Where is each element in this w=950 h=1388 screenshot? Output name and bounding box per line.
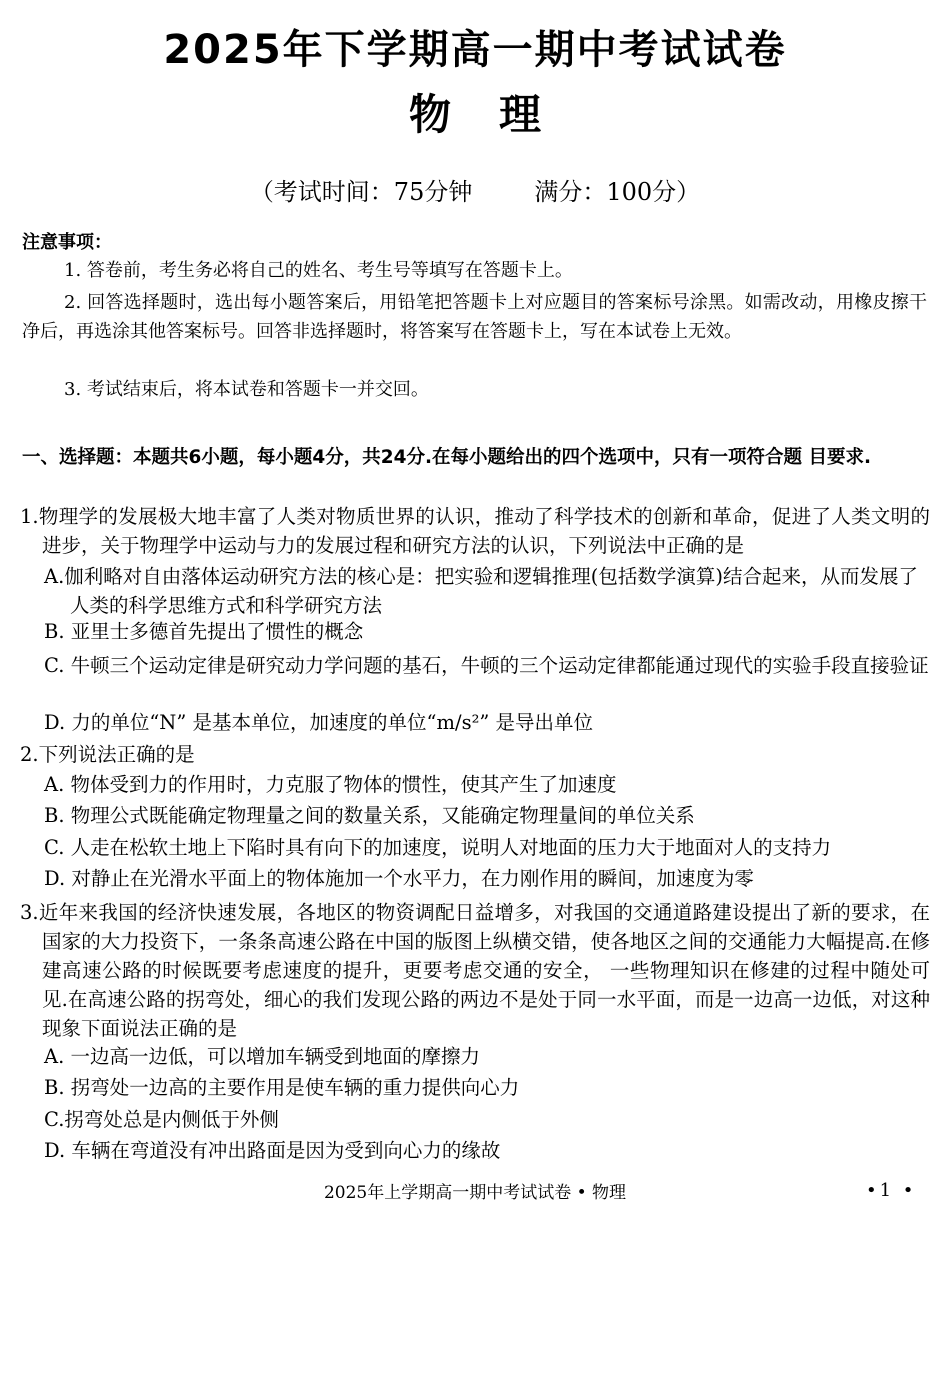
exam-info [0, 176, 950, 208]
subject-char-1: 物 [408, 90, 451, 139]
question-3-option-c: C.拐弯处总是内侧低于外侧 [44, 1108, 279, 1131]
exam-score: 满分：100分） [534, 178, 701, 206]
question-2-option-a: A. 物体受到力的作用时，力克服了物体的惯性，使其产生了加速度 [44, 773, 617, 796]
page-footer: 2025年上学期高一期中考试试卷 • 物理 [323, 1183, 627, 1203]
subject-title [0, 86, 950, 144]
exam-time: （考试时间：75分钟 [249, 178, 473, 206]
question-1-stem: 1.物理学的发展极大地丰富了人类对物质世界的认识，推动了科学技术的创新和革命，促进了人类文明的进步，关于物理学中运动与力的发展过程和研究方法的认识，下列说法中正确的是 [20, 505, 930, 557]
subject-char-2: 理 [499, 90, 542, 139]
question-3-stem: 3.近年来我国的经济快速发展，各地区的物资调配日益增多，对我国的交通道路建设提出了新的要求，在国家的大力投资下，一条条高速公路在中国的版图上纵横交错，使各地区之间的交通能力大幅提高.在修建高速公路的时候既要考虑速度的提升，更要考虑交通的安全， 一些物理知识在修建的过程中随处可见.在高速公路的拐弯处，细心的我们发现公路的两边不是处于同一水平面，而是一边高一边低，对这种现象下面说法正确的是 [20, 901, 930, 1040]
question-1-option-a: A.伽利略对自由落体运动研究方法的核心是：把实验和逻辑推理(包括数学演算)结合起来，从而发展了人类的科学思维方式和科学研究方法 [44, 565, 918, 617]
question-1-option-c: C. 牛顿三个运动定律是研究动力学问题的基石，牛顿的三个运动定律都能通过现代的实验手段直接验证 [44, 654, 929, 677]
question-3-option-a: A. 一边高一边低，可以增加车辆受到地面的摩擦力 [44, 1045, 480, 1068]
question-2-option-d: D. 对静止在光滑水平面上的物体施加一个水平力，在力刚作用的瞬间，加速度为零 [44, 867, 754, 890]
question-3-option-d: D. 车辆在弯道没有冲出路面是因为受到向心力的缘故 [44, 1139, 501, 1162]
question-1-option-b: B. 亚里士多德首先提出了惯性的概念 [44, 620, 364, 643]
notice-item-1: 1. 答卷前，考生务必将自己的姓名、考生号等填写在答题卡上。 [64, 260, 573, 281]
question-3-option-b: B. 拐弯处一边高的主要作用是使车辆的重力提供向心力 [44, 1076, 520, 1099]
notice-item-2: 2. 回答选择题时，选出每小题答案后，用铅笔把答题卡上对应题目的答案标号涂黑。如需改动，用橡皮擦干净后，再选涂其他答案标号。回答非选择题时，将答案写在答题卡上，写在本试卷上无效。 [22, 292, 927, 342]
question-1-option-d: D. 力的单位“N” 是基本单位，加速度的单位“m/s²” 是导出单位 [44, 711, 594, 734]
notice-item-3: 3. 考试结束后，将本试卷和答题卡一并交回。 [64, 379, 429, 400]
notice-heading: 注意事项： [22, 232, 112, 253]
section-heading: 一、选择题：本题共6小题，每小题4分，共24分.在每小题给出的四个选项中，只有一项符合题 目要求. [22, 447, 871, 468]
exam-title: 2025年下学期高一期中考试试卷 [163, 27, 787, 73]
question-2-option-c: C. 人走在松软土地上下陷时具有向下的加速度，说明人对地面的压力大于地面对人的支持力 [44, 836, 832, 859]
question-2-option-b: B. 物理公式既能确定物理量之间的数量关系，又能确定物理量间的单位关系 [44, 804, 695, 827]
question-2-stem: 2.下列说法正确的是 [20, 743, 195, 766]
page-number: •1 • [866, 1180, 917, 1201]
